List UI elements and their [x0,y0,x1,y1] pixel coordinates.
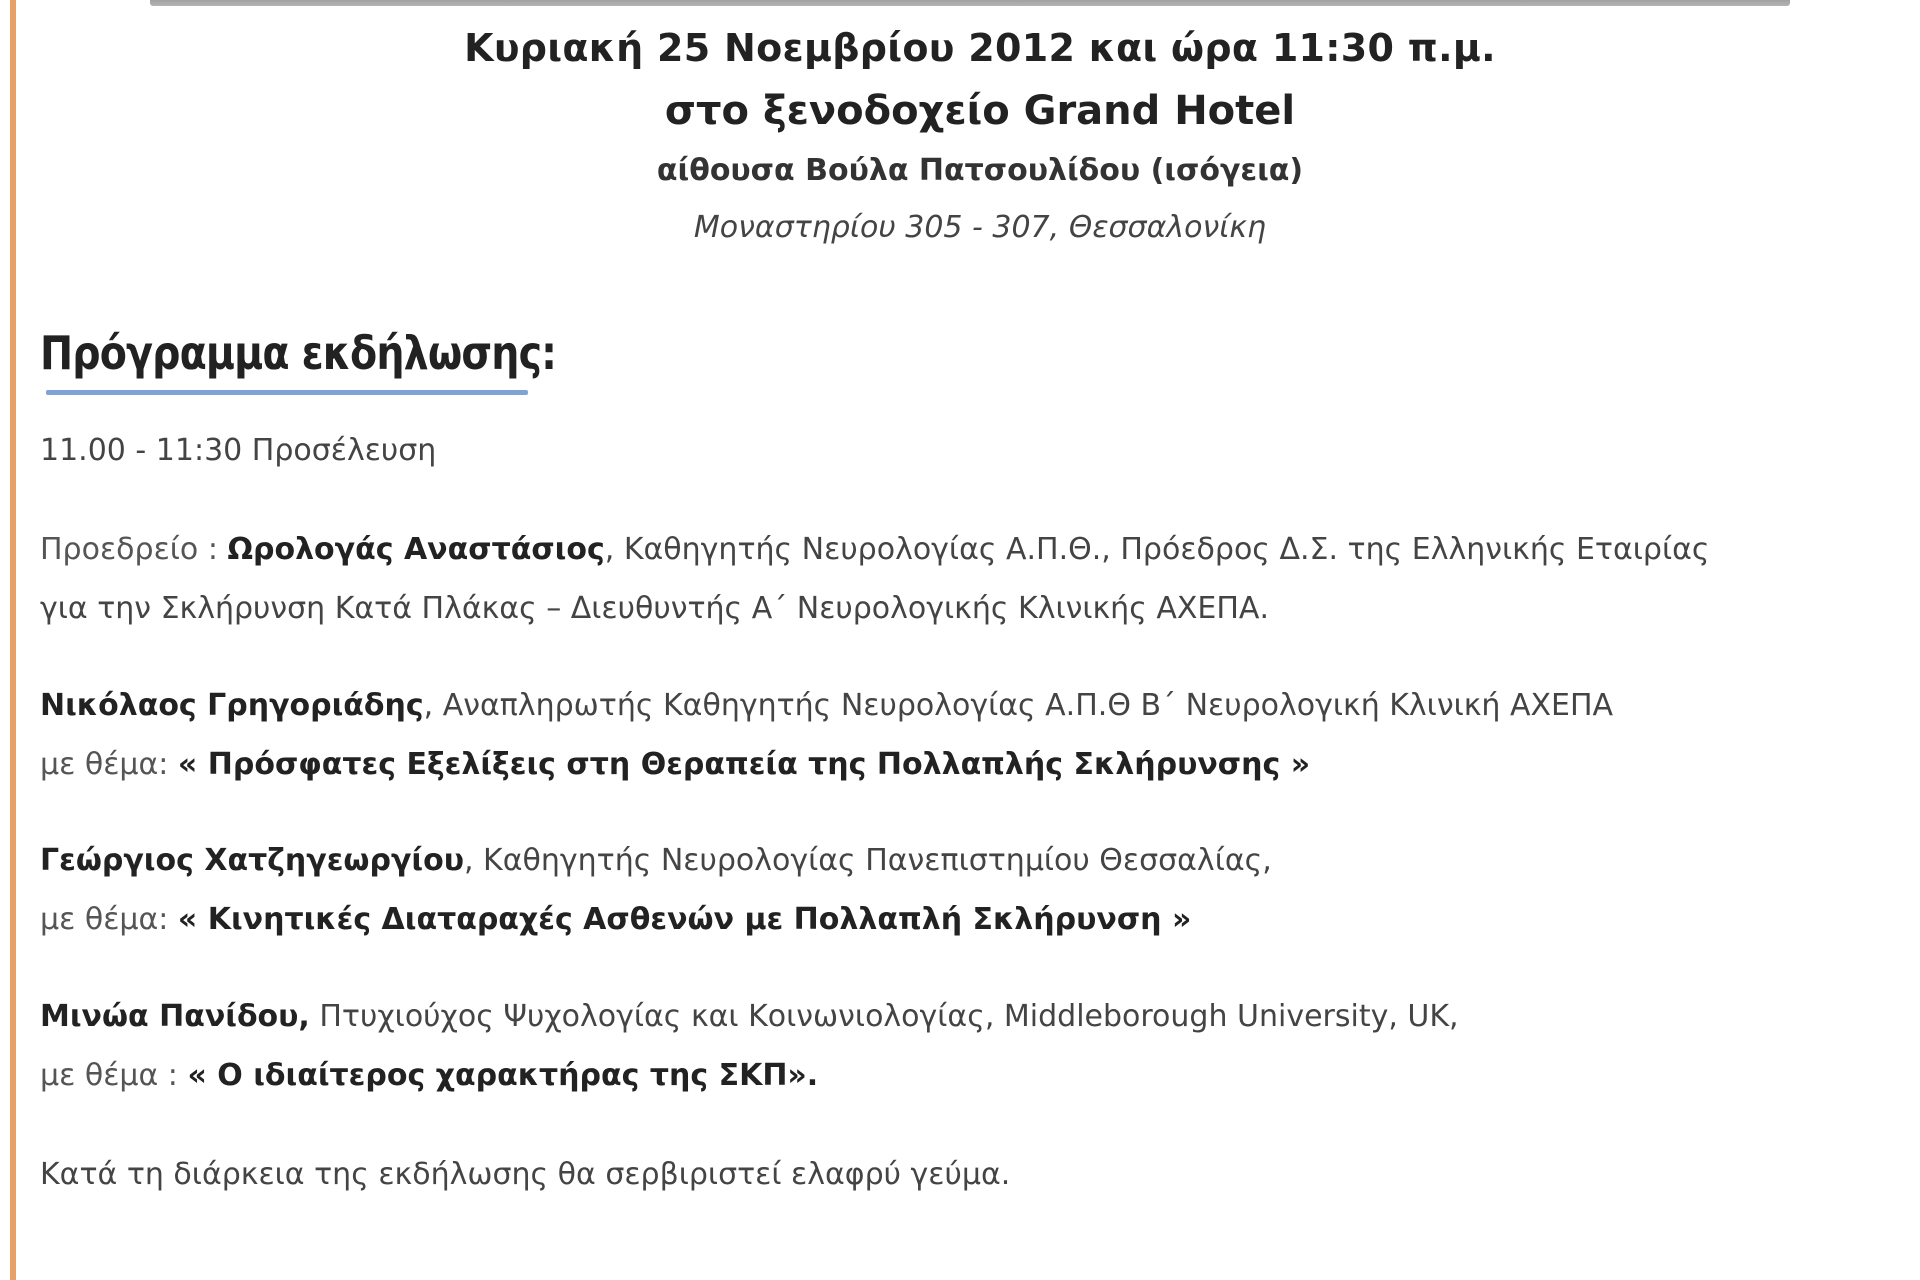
speaker-1-name: Νικόλαος Γρηγοριάδης [40,688,424,723]
speaker-2-topic-label: με θέμα: [40,902,178,937]
speaker-3-topic: « Ο ιδιαίτερος χαρακτήρας της ΣΚΠ». [187,1058,819,1093]
chair-line-1 [40,532,1710,567]
event-hotel-line: στο ξενοδοχείο Grand Hotel [664,88,1296,134]
speaker-1-topic-label: με θέμα: [40,747,178,782]
chair-name: Ωρολογάς Αναστάσιος [227,532,605,567]
speaker-2-description: , Καθηγητής Νευρολογίας Πανεπιστημίου Θεσσαλίας, [463,843,1272,878]
speaker-2-name: Γεώργιος Χατζηγεωργίου [40,843,464,878]
speaker-1-topic: « Πρόσφατες Εξελίξεις στη Θεραπεία της Πολλαπλής Σκλήρυνσης » [177,747,1311,782]
speaker-3-description: Πτυχιούχος Ψυχολογίας και Κοινωνιολογίας, Middleborough University, UK, [309,999,1459,1034]
speaker-2-topic-line [40,902,1191,937]
event-address-line: Μοναστηρίου 305 - 307, Θεσσαλονίκη [693,210,1267,245]
speaker-1-description: , Αναπληρωτής Καθηγητής Νευρολογίας Α.Π.Θ Β΄ Νευρολογική Κλινική ΑΧΕΠΑ [423,688,1614,723]
event-room-line: αίθουσα Βούλα Πατσουλίδου (ισόγεια) [656,153,1304,188]
left-border-rule [10,0,16,1280]
speaker-2-line [40,843,1272,878]
speaker-3-line [40,999,1459,1034]
speaker-3-name: Μινώα Πανίδου, [40,999,310,1034]
speaker-3-topic-label: με θέμα : [40,1058,188,1093]
cut-off-top-text-line [150,0,1790,6]
speaker-2-topic: « Κινητικές Διαταραχές Ασθενών με Πολλαπλή Σκλήρυνση » [177,902,1192,937]
arrival-time-line: 11.00 - 11:30 Προσέλευση [40,433,437,468]
chair-label: Προεδρείο : [40,532,228,567]
program-heading-underline [46,390,528,395]
closing-note: Κατά τη διάρκεια της εκδήλωσης θα σερβιριστεί ελαφρύ γεύμα. [40,1157,1011,1192]
speaker-1-topic-line [40,747,1310,782]
speaker-3-topic-line [40,1058,818,1093]
chair-description: , Καθηγητής Νευρολογίας Α.Π.Θ., Πρόεδρος Δ.Σ. της Ελληνικής Εταιρίας [604,532,1710,567]
program-heading: Πρόγραμμα εκδήλωσης: [40,326,557,380]
chair-line-2: για την Σκλήρυνση Κατά Πλάκας – Διευθυντής Α΄ Νευρολογικής Κλινικής ΑΧΕΠΑ. [40,591,1269,626]
event-date-line: Κυριακή 25 Νοεμβρίου 2012 και ώρα 11:30 π.μ. [464,26,1496,70]
speaker-1-line [40,688,1613,723]
